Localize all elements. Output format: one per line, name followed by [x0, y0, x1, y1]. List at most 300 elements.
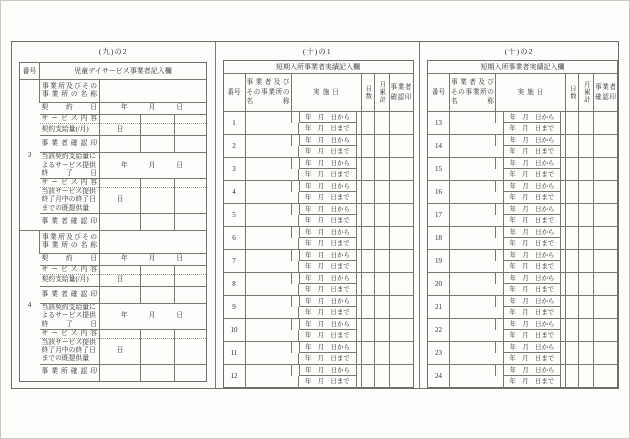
date-to-cell — [291, 376, 361, 388]
date-to-cell — [291, 123, 361, 135]
seal-field — [389, 296, 413, 319]
table-row — [223, 227, 413, 239]
date-to-cell — [496, 169, 566, 181]
days-field — [361, 250, 374, 273]
short-stay-table-1 — [223, 60, 414, 388]
service-content-field — [141, 115, 175, 124]
date-to-label: 年 月 日まで — [298, 192, 357, 203]
service-content-field — [141, 329, 175, 338]
service-end-date-row — [20, 153, 207, 179]
seal-field — [594, 227, 618, 250]
office-name-field — [100, 230, 207, 253]
provider-name-field — [245, 158, 291, 181]
days-field — [566, 158, 579, 181]
date-to-label: 年 月 日まで — [298, 284, 357, 295]
date-from-cell — [496, 158, 566, 170]
date-to-label: 年 月 日まで — [298, 353, 357, 364]
days-field — [361, 158, 374, 181]
row-number: 16 — [428, 181, 450, 204]
provided-amount-field — [141, 188, 175, 213]
date-to-cell — [291, 215, 361, 227]
date-from-cell — [496, 227, 566, 239]
header-number: 番号 — [22, 66, 37, 75]
date-to-cell — [291, 192, 361, 204]
date-from-label: 年 月 日から — [299, 158, 357, 169]
date-to-label: 年 月 日まで — [298, 330, 357, 341]
provided-amount-field — [175, 339, 207, 364]
provider-seal-label: 事業者確認印 — [40, 286, 100, 303]
date-from-cell — [496, 342, 566, 354]
service-end-date-label: 当該契約支給量に よるサービス提供 終了日 — [40, 153, 100, 179]
table-row — [223, 319, 413, 331]
bottom-seal-label: 事業者確認印 — [40, 213, 100, 230]
date-to-cell — [496, 146, 566, 158]
seal-field — [389, 158, 413, 181]
row-number: 18 — [428, 227, 450, 250]
table-row — [223, 112, 413, 124]
service-content-field — [100, 329, 141, 338]
table-row — [223, 296, 413, 308]
provider-name-field — [450, 273, 496, 296]
days-field — [361, 342, 374, 365]
seal-field — [389, 273, 413, 296]
provider-name-field — [450, 204, 496, 227]
days-field — [361, 204, 374, 227]
table-row — [223, 342, 413, 354]
seal-field — [594, 365, 618, 388]
date-from-label: 年 月 日から — [299, 112, 357, 123]
table-row — [223, 273, 413, 285]
date-from-cell — [291, 135, 361, 147]
contract-date-label: 契約日 — [40, 103, 100, 115]
date-from-label: 年 月 日から — [299, 319, 357, 330]
provider-name-field — [245, 204, 291, 227]
seal-field — [389, 204, 413, 227]
date-to-cell — [496, 192, 566, 204]
service-content-field — [100, 115, 141, 124]
row-number: 6 — [223, 227, 245, 250]
panel-title: (十)の2 — [504, 47, 534, 56]
header-days: 日数 — [361, 74, 374, 112]
header-provider-seal: 事業者 確認印 — [594, 74, 618, 112]
date-from-cell — [291, 204, 361, 216]
provider-name-field — [450, 112, 496, 135]
date-from-cell — [291, 181, 361, 193]
seal-field — [594, 158, 618, 181]
provided-amount-row — [20, 339, 207, 364]
short-stay-table-2 — [427, 60, 618, 388]
date-from-cell — [496, 204, 566, 216]
header-monthly-total: 月累計 — [579, 74, 594, 112]
provider-name-field — [450, 319, 496, 342]
provided-amount-label: 当該サービス提供 終了月中の終了日 までの既提供量 — [40, 188, 100, 213]
date-to-label: 年 月 日まで — [503, 123, 562, 134]
days-field — [566, 181, 579, 204]
amount-unit: 日 — [100, 124, 141, 136]
date-from-cell — [291, 112, 361, 124]
row-number: 2 — [223, 135, 245, 158]
date-to-label: 年 月 日まで — [298, 261, 357, 272]
row-number: 14 — [428, 135, 450, 158]
days-field — [566, 204, 579, 227]
contract-date-label: 契約日 — [40, 253, 100, 265]
seal-field — [175, 286, 207, 303]
seal-field — [389, 342, 413, 365]
date-from-cell — [496, 296, 566, 308]
seal-field — [100, 286, 141, 303]
monthly-total-field — [374, 250, 389, 273]
provider-name-field — [245, 181, 291, 204]
service-end-date-field: 年 月 日 — [100, 303, 207, 329]
contract-amount-field — [141, 124, 175, 136]
provider-name-field — [450, 296, 496, 319]
date-to-cell — [291, 238, 361, 250]
provider-name-field — [245, 319, 291, 342]
date-to-label: 年 月 日まで — [503, 238, 562, 249]
contract-amount-label: 契約支給量(/月) — [40, 274, 100, 286]
days-field — [361, 296, 374, 319]
contract-amount-row — [20, 124, 207, 136]
table-title: 短期入所事業者実績記入欄 — [480, 62, 565, 71]
table-row — [428, 319, 618, 331]
table-row — [223, 158, 413, 170]
date-from-cell — [496, 319, 566, 331]
service-end-date-row — [20, 303, 207, 329]
row-number: 22 — [428, 319, 450, 342]
service-content-row — [20, 115, 207, 124]
date-from-cell — [496, 135, 566, 147]
date-to-label: 年 月 日まで — [298, 169, 357, 180]
date-to-label: 年 月 日まで — [503, 192, 562, 203]
date-from-label: 年 月 日から — [503, 342, 561, 353]
monthly-total-field — [374, 273, 389, 296]
row-number: 1 — [223, 112, 245, 135]
date-to-cell — [291, 330, 361, 342]
monthly-total-field — [374, 342, 389, 365]
service-end-date-label: 当該契約支給量に よるサービス提供 終了日 — [40, 303, 100, 329]
row-number: 4 — [20, 230, 40, 381]
seal-field — [594, 250, 618, 273]
date-from-cell — [496, 250, 566, 262]
date-to-cell — [496, 261, 566, 273]
date-to-cell — [291, 307, 361, 319]
header-number: 番号 — [223, 74, 245, 112]
date-from-label: 年 月 日から — [503, 365, 561, 376]
monthly-total-field — [579, 204, 594, 227]
provided-unit: 日 — [100, 339, 141, 364]
row-number: 3 — [20, 80, 40, 231]
days-field — [566, 135, 579, 158]
header-provider-name: 事業者及び その事業所の 名称 — [245, 74, 291, 112]
date-to-cell — [496, 123, 566, 135]
date-from-cell — [496, 112, 566, 124]
row-number: 13 — [428, 112, 450, 135]
seal-field — [389, 135, 413, 158]
table-row — [428, 112, 618, 124]
date-from-cell — [291, 296, 361, 308]
provider-name-field — [245, 342, 291, 365]
seal-field — [175, 136, 207, 153]
service-content-row — [20, 179, 207, 188]
panel-title: (十)の1 — [302, 47, 332, 56]
contract-amount-field — [175, 124, 207, 136]
service-content-label: サービス内容 — [40, 115, 100, 124]
row-number: 11 — [223, 342, 245, 365]
contract-date-row — [20, 103, 207, 115]
monthly-total-field — [579, 319, 594, 342]
header-monthly-total: 月累計 — [374, 74, 389, 112]
seal-field — [594, 319, 618, 342]
date-from-cell — [291, 227, 361, 239]
days-field — [361, 227, 374, 250]
days-field — [361, 273, 374, 296]
service-content-field — [141, 179, 175, 188]
seal-field — [389, 365, 413, 388]
table-header-row — [428, 74, 618, 112]
date-from-cell — [496, 365, 566, 377]
monthly-total-field — [374, 296, 389, 319]
date-from-label: 年 月 日から — [299, 135, 357, 146]
monthly-total-field — [374, 319, 389, 342]
row-number: 17 — [428, 204, 450, 227]
service-content-label: サービス内容 — [40, 265, 100, 274]
seal-field — [100, 213, 141, 230]
monthly-total-field — [579, 250, 594, 273]
table-row — [428, 250, 618, 262]
table-title: 短期入所事業者実績記入欄 — [276, 62, 360, 71]
seal-field — [594, 112, 618, 135]
table-row — [428, 181, 618, 193]
header-days: 日数 — [566, 74, 579, 112]
table-title-row — [428, 61, 618, 74]
service-content-field — [175, 179, 207, 188]
date-to-cell — [496, 330, 566, 342]
provider-name-field — [450, 158, 496, 181]
seal-field — [389, 250, 413, 273]
table-header-row — [20, 63, 207, 80]
row-number: 21 — [428, 296, 450, 319]
days-field — [566, 319, 579, 342]
seal-field — [594, 342, 618, 365]
date-from-label: 年 月 日から — [299, 250, 357, 261]
table-row — [428, 296, 618, 308]
date-from-label: 年 月 日から — [503, 181, 561, 192]
seal-field — [594, 296, 618, 319]
table-row — [223, 204, 413, 216]
date-from-cell — [291, 158, 361, 170]
date-to-cell — [291, 169, 361, 181]
date-from-cell — [291, 342, 361, 354]
row-number: 8 — [223, 273, 245, 296]
office-name-row — [20, 230, 207, 253]
date-to-label: 年 月 日まで — [503, 146, 562, 157]
service-content-field — [175, 115, 207, 124]
date-to-label: 年 月 日まで — [503, 261, 562, 272]
row-number: 20 — [428, 273, 450, 296]
contract-amount-field — [175, 274, 207, 286]
date-from-label: 年 月 日から — [503, 204, 561, 215]
date-from-label: 年 月 日から — [299, 204, 357, 215]
row-number: 23 — [428, 342, 450, 365]
monthly-total-field — [374, 135, 389, 158]
row-number: 24 — [428, 365, 450, 388]
seal-field — [100, 364, 141, 381]
date-to-cell — [496, 215, 566, 227]
row-number: 4 — [223, 181, 245, 204]
row-number: 5 — [223, 204, 245, 227]
contract-date-field: 年 月 日 — [100, 103, 207, 115]
service-content-row — [20, 329, 207, 338]
date-from-cell — [291, 250, 361, 262]
row-number: 15 — [428, 158, 450, 181]
header-number: 番号 — [428, 74, 450, 112]
date-to-label: 年 月 日まで — [298, 215, 357, 226]
contract-date-row — [20, 253, 207, 265]
days-field — [361, 319, 374, 342]
contract-amount-row — [20, 274, 207, 286]
provided-amount-field — [175, 188, 207, 213]
office-name-label: 事業所及びその 事業所の名称 — [40, 80, 100, 103]
provider-name-field — [450, 227, 496, 250]
provider-name-field — [450, 250, 496, 273]
service-content-field — [100, 179, 141, 188]
date-from-label: 年 月 日から — [503, 319, 561, 330]
table-row — [428, 273, 618, 285]
date-to-label: 年 月 日まで — [298, 307, 357, 318]
table-row — [428, 158, 618, 170]
service-content-row — [20, 265, 207, 274]
panel-short-stay-2 — [419, 42, 618, 388]
table-row — [428, 135, 618, 147]
panel-short-stay-1 — [215, 42, 420, 388]
date-from-cell — [496, 273, 566, 285]
date-to-label: 年 月 日まで — [503, 307, 562, 318]
date-from-label: 年 月 日から — [299, 181, 357, 192]
date-to-label: 年 月 日まで — [503, 215, 562, 226]
office-name-label: 事業所及びその 事業所の名称 — [40, 230, 100, 253]
date-from-label: 年 月 日から — [503, 112, 561, 123]
table-row — [223, 365, 413, 377]
date-to-label: 年 月 日まで — [503, 376, 562, 387]
seal-field — [141, 286, 175, 303]
date-to-cell — [496, 353, 566, 365]
monthly-total-field — [579, 227, 594, 250]
seal-field — [141, 213, 175, 230]
days-field — [566, 296, 579, 319]
seal-field — [594, 204, 618, 227]
days-field — [566, 250, 579, 273]
header-implementation-date: 実施日 — [291, 74, 361, 112]
date-to-label: 年 月 日まで — [298, 123, 357, 134]
date-to-cell — [291, 146, 361, 158]
monthly-total-field — [579, 181, 594, 204]
monthly-total-field — [579, 273, 594, 296]
days-field — [361, 135, 374, 158]
row-number: 9 — [223, 296, 245, 319]
date-to-label: 年 月 日まで — [298, 376, 357, 387]
days-field — [566, 112, 579, 135]
provider-seal-row — [20, 136, 207, 153]
provider-name-field — [245, 227, 291, 250]
table-row — [428, 227, 618, 239]
provider-name-field — [245, 135, 291, 158]
contract-amount-label: 契約支給量(/月) — [40, 124, 100, 136]
date-from-label: 年 月 日から — [503, 273, 561, 284]
days-field — [361, 181, 374, 204]
seal-field — [175, 213, 207, 230]
service-content-field — [100, 265, 141, 274]
date-to-label: 年 月 日まで — [298, 238, 357, 249]
table-row — [223, 250, 413, 262]
provided-unit: 日 — [100, 188, 141, 213]
table-row — [428, 342, 618, 354]
days-field — [566, 365, 579, 388]
provider-name-field — [245, 250, 291, 273]
monthly-total-field — [579, 342, 594, 365]
monthly-total-field — [374, 158, 389, 181]
days-field — [566, 227, 579, 250]
header-provider-seal: 事業者 確認印 — [389, 74, 413, 112]
provider-name-field — [245, 296, 291, 319]
bottom-seal-label: 事業所確認印 — [40, 364, 100, 381]
table-header-row — [223, 74, 413, 112]
provider-name-field — [245, 365, 291, 388]
date-from-cell — [496, 181, 566, 193]
seal-field — [141, 364, 175, 381]
table-row — [223, 135, 413, 147]
monthly-total-field — [374, 204, 389, 227]
provider-name-field — [245, 273, 291, 296]
date-to-cell — [496, 376, 566, 388]
days-field — [361, 365, 374, 388]
date-from-label: 年 月 日から — [299, 342, 357, 353]
seal-field — [594, 135, 618, 158]
entry-blocks — [20, 80, 207, 382]
days-field — [566, 342, 579, 365]
provided-amount-field — [141, 339, 175, 364]
date-to-cell — [496, 307, 566, 319]
panel-title: (九)の2 — [98, 47, 128, 56]
record-rows — [428, 112, 618, 388]
form-sheet — [11, 41, 619, 389]
amount-unit: 日 — [100, 274, 141, 286]
days-field — [361, 112, 374, 135]
date-to-cell — [291, 261, 361, 273]
table-row — [428, 204, 618, 216]
row-number: 10 — [223, 319, 245, 342]
service-content-field — [175, 265, 207, 274]
date-from-cell — [291, 365, 361, 377]
seal-field — [389, 181, 413, 204]
child-day-service-table — [19, 62, 207, 382]
seal-field — [175, 364, 207, 381]
header-implementation-date: 実施日 — [496, 74, 566, 112]
date-from-label: 年 月 日から — [299, 227, 357, 238]
date-from-label: 年 月 日から — [299, 296, 357, 307]
header-title: 児童デイサービス事業者記入欄 — [40, 63, 207, 80]
date-from-cell — [291, 319, 361, 331]
date-to-cell — [291, 353, 361, 365]
table-title-row — [223, 61, 413, 74]
seal-field — [389, 112, 413, 135]
contract-amount-field — [141, 274, 175, 286]
provided-amount-row — [20, 188, 207, 213]
seal-field — [389, 227, 413, 250]
service-content-field — [141, 265, 175, 274]
date-to-label: 年 月 日まで — [503, 330, 562, 341]
monthly-total-field — [579, 135, 594, 158]
date-to-cell — [496, 284, 566, 296]
